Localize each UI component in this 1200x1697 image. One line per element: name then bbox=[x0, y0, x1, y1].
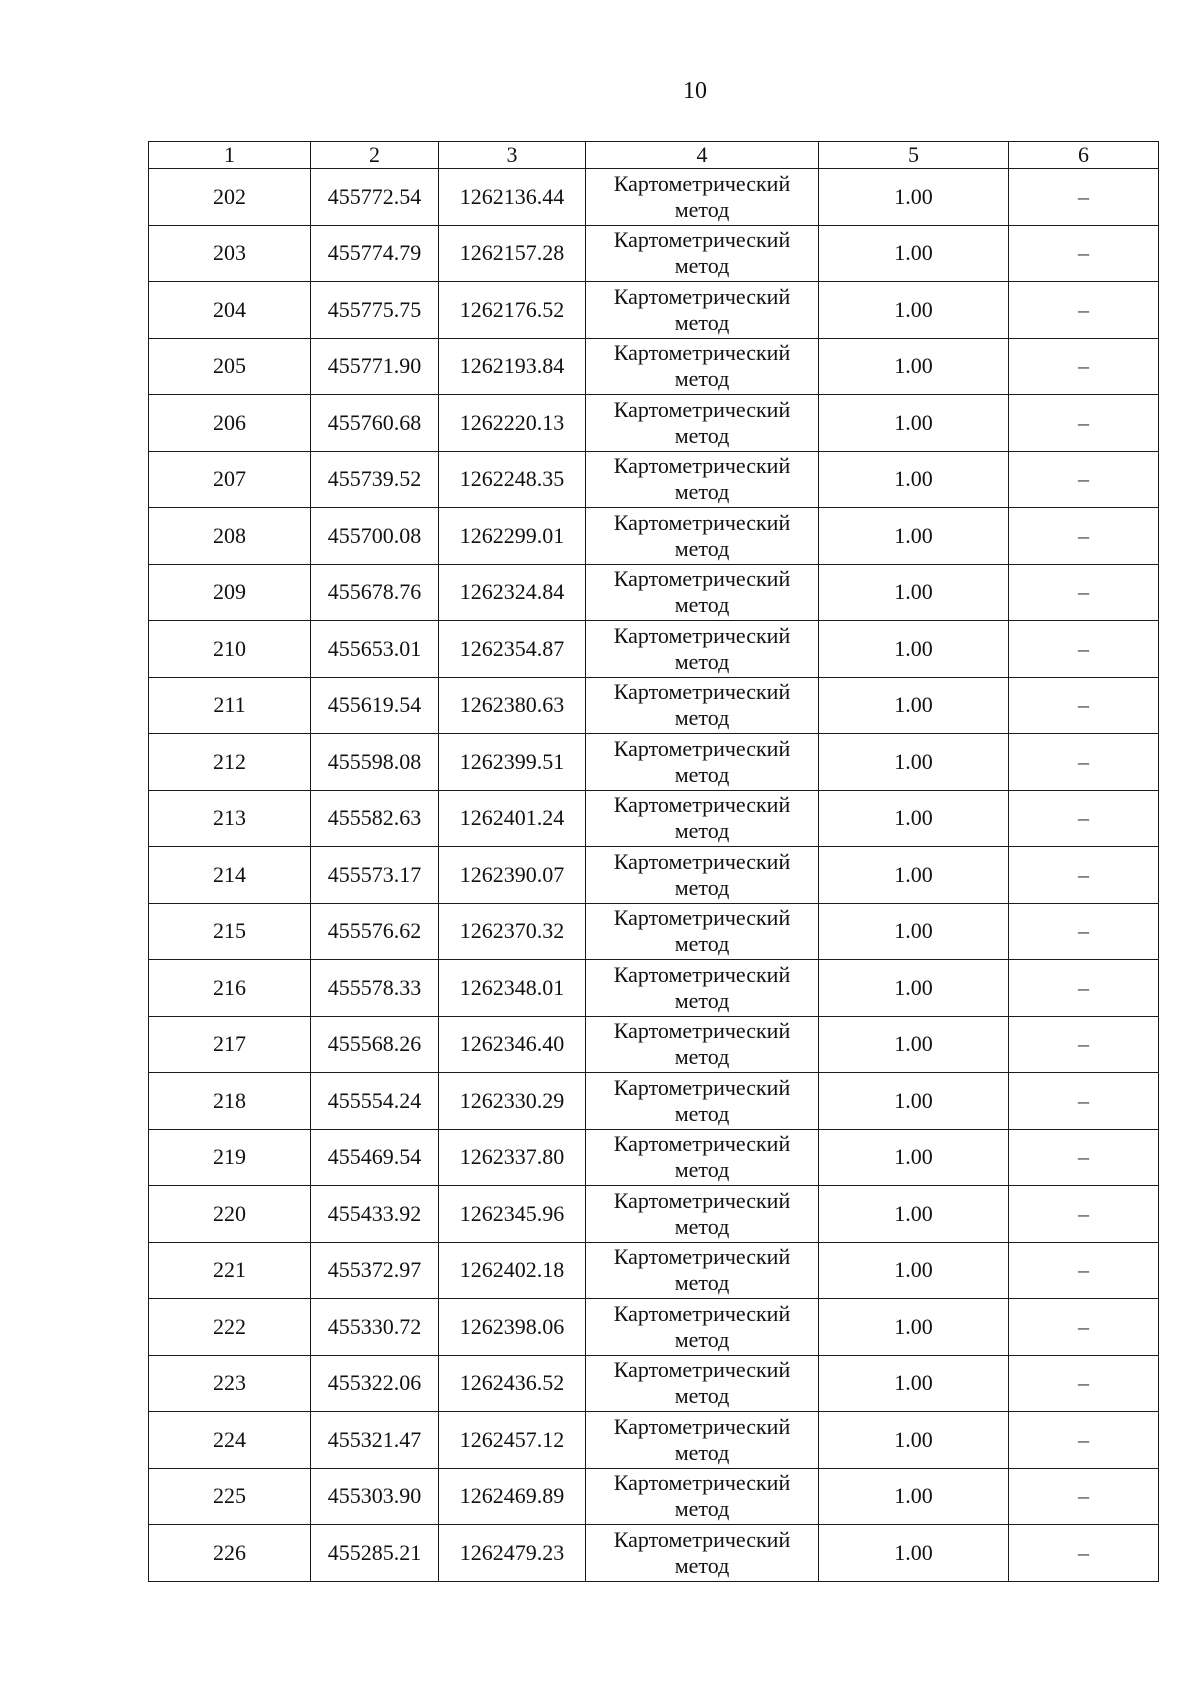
accuracy-cell: 1.00 bbox=[819, 790, 1009, 847]
table-row bbox=[149, 564, 1159, 621]
point-number-cell: 208 bbox=[149, 508, 311, 565]
note-cell: – bbox=[1009, 1073, 1159, 1130]
y-coordinate-cell: 1262436.52 bbox=[439, 1355, 586, 1412]
method-line-1: Картометрический bbox=[613, 961, 791, 987]
point-number-cell: 214 bbox=[149, 847, 311, 904]
method-cell bbox=[586, 282, 819, 339]
x-coordinate-cell: 455573.17 bbox=[311, 847, 439, 904]
method-line-2: метод bbox=[674, 1326, 730, 1352]
x-coordinate-cell: 455568.26 bbox=[311, 1016, 439, 1073]
column-header-1: 1 bbox=[149, 142, 311, 169]
table-row bbox=[149, 1525, 1159, 1582]
note-cell: – bbox=[1009, 677, 1159, 734]
method-cell bbox=[586, 677, 819, 734]
accuracy-cell: 1.00 bbox=[819, 1129, 1009, 1186]
table-row bbox=[149, 1412, 1159, 1469]
table-row bbox=[149, 169, 1159, 226]
method-line-2: метод bbox=[674, 479, 730, 505]
method-line-2: метод bbox=[674, 1157, 730, 1183]
x-coordinate-cell: 455775.75 bbox=[311, 282, 439, 339]
y-coordinate-cell: 1262220.13 bbox=[439, 395, 586, 452]
table-row bbox=[149, 960, 1159, 1017]
table-row bbox=[149, 451, 1159, 508]
accuracy-cell: 1.00 bbox=[819, 1299, 1009, 1356]
table-row bbox=[149, 338, 1159, 395]
y-coordinate-cell: 1262157.28 bbox=[439, 225, 586, 282]
method-line-1: Картометрический bbox=[613, 453, 791, 479]
x-coordinate-cell: 455771.90 bbox=[311, 338, 439, 395]
column-header-5: 5 bbox=[819, 142, 1009, 169]
method-line-1: Картометрический bbox=[613, 1526, 791, 1552]
method-line-1: Картометрический bbox=[613, 792, 791, 818]
method-line-2: метод bbox=[674, 196, 730, 222]
method-cell bbox=[586, 734, 819, 791]
accuracy-cell: 1.00 bbox=[819, 621, 1009, 678]
method-line-2: метод bbox=[674, 1439, 730, 1465]
method-line-2: метод bbox=[674, 1100, 730, 1126]
note-cell: – bbox=[1009, 395, 1159, 452]
x-coordinate-cell: 455700.08 bbox=[311, 508, 439, 565]
method-line-2: метод bbox=[674, 309, 730, 335]
y-coordinate-cell: 1262337.80 bbox=[439, 1129, 586, 1186]
accuracy-cell: 1.00 bbox=[819, 564, 1009, 621]
accuracy-cell: 1.00 bbox=[819, 1073, 1009, 1130]
point-number-cell: 205 bbox=[149, 338, 311, 395]
accuracy-cell: 1.00 bbox=[819, 338, 1009, 395]
method-cell bbox=[586, 1016, 819, 1073]
method-line-2: метод bbox=[674, 987, 730, 1013]
y-coordinate-cell: 1262346.40 bbox=[439, 1016, 586, 1073]
accuracy-cell: 1.00 bbox=[819, 1525, 1009, 1582]
method-line-1: Картометрический bbox=[613, 283, 791, 309]
x-coordinate-cell: 455303.90 bbox=[311, 1468, 439, 1525]
method-cell bbox=[586, 903, 819, 960]
method-line-2: метод bbox=[674, 592, 730, 618]
point-number-cell: 212 bbox=[149, 734, 311, 791]
x-coordinate-cell: 455578.33 bbox=[311, 960, 439, 1017]
table-row bbox=[149, 225, 1159, 282]
table-row bbox=[149, 1468, 1159, 1525]
accuracy-cell: 1.00 bbox=[819, 282, 1009, 339]
accuracy-cell: 1.00 bbox=[819, 508, 1009, 565]
accuracy-cell: 1.00 bbox=[819, 395, 1009, 452]
table-row bbox=[149, 1129, 1159, 1186]
coordinates-table bbox=[148, 141, 1159, 1582]
y-coordinate-cell: 1262345.96 bbox=[439, 1186, 586, 1243]
point-number-cell: 210 bbox=[149, 621, 311, 678]
method-line-2: метод bbox=[674, 1552, 730, 1578]
note-cell: – bbox=[1009, 169, 1159, 226]
note-cell: – bbox=[1009, 225, 1159, 282]
y-coordinate-cell: 1262348.01 bbox=[439, 960, 586, 1017]
note-cell: – bbox=[1009, 1525, 1159, 1582]
point-number-cell: 204 bbox=[149, 282, 311, 339]
accuracy-cell: 1.00 bbox=[819, 169, 1009, 226]
method-line-2: метод bbox=[674, 1044, 730, 1070]
y-coordinate-cell: 1262401.24 bbox=[439, 790, 586, 847]
x-coordinate-cell: 455774.79 bbox=[311, 225, 439, 282]
method-line-2: метод bbox=[674, 535, 730, 561]
method-cell bbox=[586, 1242, 819, 1299]
method-line-1: Картометрический bbox=[613, 509, 791, 535]
method-line-1: Картометрический bbox=[613, 396, 791, 422]
table-row bbox=[149, 903, 1159, 960]
y-coordinate-cell: 1262176.52 bbox=[439, 282, 586, 339]
method-line-2: метод bbox=[674, 1270, 730, 1296]
note-cell: – bbox=[1009, 282, 1159, 339]
method-line-1: Картометрический bbox=[613, 1244, 791, 1270]
x-coordinate-cell: 455469.54 bbox=[311, 1129, 439, 1186]
point-number-cell: 215 bbox=[149, 903, 311, 960]
method-cell bbox=[586, 1129, 819, 1186]
x-coordinate-cell: 455598.08 bbox=[311, 734, 439, 791]
method-line-2: метод bbox=[674, 931, 730, 957]
method-line-1: Картометрический bbox=[613, 1413, 791, 1439]
table-header bbox=[149, 142, 1159, 169]
method-cell bbox=[586, 1525, 819, 1582]
page-number: 10 bbox=[683, 78, 707, 104]
x-coordinate-cell: 455433.92 bbox=[311, 1186, 439, 1243]
method-cell bbox=[586, 790, 819, 847]
method-line-2: метод bbox=[674, 648, 730, 674]
x-coordinate-cell: 455619.54 bbox=[311, 677, 439, 734]
header-row bbox=[149, 142, 1159, 169]
accuracy-cell: 1.00 bbox=[819, 847, 1009, 904]
accuracy-cell: 1.00 bbox=[819, 1412, 1009, 1469]
method-line-1: Картометрический bbox=[613, 1074, 791, 1100]
point-number-cell: 219 bbox=[149, 1129, 311, 1186]
point-number-cell: 218 bbox=[149, 1073, 311, 1130]
point-number-cell: 225 bbox=[149, 1468, 311, 1525]
method-cell bbox=[586, 1468, 819, 1525]
accuracy-cell: 1.00 bbox=[819, 677, 1009, 734]
x-coordinate-cell: 455678.76 bbox=[311, 564, 439, 621]
method-line-1: Картометрический bbox=[613, 1131, 791, 1157]
method-line-2: метод bbox=[674, 253, 730, 279]
method-cell bbox=[586, 1355, 819, 1412]
point-number-cell: 226 bbox=[149, 1525, 311, 1582]
x-coordinate-cell: 455739.52 bbox=[311, 451, 439, 508]
x-coordinate-cell: 455372.97 bbox=[311, 1242, 439, 1299]
y-coordinate-cell: 1262479.23 bbox=[439, 1525, 586, 1582]
y-coordinate-cell: 1262136.44 bbox=[439, 169, 586, 226]
method-line-2: метод bbox=[674, 422, 730, 448]
method-cell bbox=[586, 564, 819, 621]
x-coordinate-cell: 455653.01 bbox=[311, 621, 439, 678]
column-header-3: 3 bbox=[439, 142, 586, 169]
point-number-cell: 203 bbox=[149, 225, 311, 282]
accuracy-cell: 1.00 bbox=[819, 903, 1009, 960]
method-cell bbox=[586, 451, 819, 508]
accuracy-cell: 1.00 bbox=[819, 451, 1009, 508]
y-coordinate-cell: 1262248.35 bbox=[439, 451, 586, 508]
y-coordinate-cell: 1262193.84 bbox=[439, 338, 586, 395]
point-number-cell: 207 bbox=[149, 451, 311, 508]
x-coordinate-cell: 455760.68 bbox=[311, 395, 439, 452]
method-cell bbox=[586, 1412, 819, 1469]
x-coordinate-cell: 455330.72 bbox=[311, 1299, 439, 1356]
table-row bbox=[149, 282, 1159, 339]
note-cell: – bbox=[1009, 1299, 1159, 1356]
table-row bbox=[149, 1299, 1159, 1356]
note-cell: – bbox=[1009, 960, 1159, 1017]
y-coordinate-cell: 1262390.07 bbox=[439, 847, 586, 904]
point-number-cell: 209 bbox=[149, 564, 311, 621]
x-coordinate-cell: 455285.21 bbox=[311, 1525, 439, 1582]
y-coordinate-cell: 1262324.84 bbox=[439, 564, 586, 621]
accuracy-cell: 1.00 bbox=[819, 225, 1009, 282]
y-coordinate-cell: 1262398.06 bbox=[439, 1299, 586, 1356]
method-line-1: Картометрический bbox=[613, 1018, 791, 1044]
method-cell bbox=[586, 1299, 819, 1356]
point-number-cell: 221 bbox=[149, 1242, 311, 1299]
table-row bbox=[149, 734, 1159, 791]
method-cell bbox=[586, 169, 819, 226]
method-line-1: Картометрический bbox=[613, 1300, 791, 1326]
y-coordinate-cell: 1262469.89 bbox=[439, 1468, 586, 1525]
method-line-2: метод bbox=[674, 705, 730, 731]
note-cell: – bbox=[1009, 790, 1159, 847]
table-row bbox=[149, 677, 1159, 734]
x-coordinate-cell: 455554.24 bbox=[311, 1073, 439, 1130]
note-cell: – bbox=[1009, 621, 1159, 678]
method-line-1: Картометрический bbox=[613, 905, 791, 931]
method-line-1: Картометрический bbox=[613, 227, 791, 253]
method-cell bbox=[586, 621, 819, 678]
point-number-cell: 213 bbox=[149, 790, 311, 847]
table-body bbox=[149, 169, 1159, 1582]
note-cell: – bbox=[1009, 1468, 1159, 1525]
method-line-1: Картометрический bbox=[613, 735, 791, 761]
table-row bbox=[149, 395, 1159, 452]
x-coordinate-cell: 455322.06 bbox=[311, 1355, 439, 1412]
table-row bbox=[149, 508, 1159, 565]
note-cell: – bbox=[1009, 734, 1159, 791]
column-header-4: 4 bbox=[586, 142, 819, 169]
method-line-2: метод bbox=[674, 1213, 730, 1239]
table-row bbox=[149, 1073, 1159, 1130]
x-coordinate-cell: 455576.62 bbox=[311, 903, 439, 960]
point-number-cell: 223 bbox=[149, 1355, 311, 1412]
method-line-1: Картометрический bbox=[613, 622, 791, 648]
y-coordinate-cell: 1262330.29 bbox=[439, 1073, 586, 1130]
accuracy-cell: 1.00 bbox=[819, 1186, 1009, 1243]
table-row bbox=[149, 621, 1159, 678]
note-cell: – bbox=[1009, 847, 1159, 904]
method-cell bbox=[586, 225, 819, 282]
y-coordinate-cell: 1262399.51 bbox=[439, 734, 586, 791]
note-cell: – bbox=[1009, 1242, 1159, 1299]
note-cell: – bbox=[1009, 451, 1159, 508]
method-cell bbox=[586, 960, 819, 1017]
y-coordinate-cell: 1262299.01 bbox=[439, 508, 586, 565]
note-cell: – bbox=[1009, 1186, 1159, 1243]
point-number-cell: 224 bbox=[149, 1412, 311, 1469]
y-coordinate-cell: 1262380.63 bbox=[439, 677, 586, 734]
method-cell bbox=[586, 508, 819, 565]
method-line-1: Картометрический bbox=[613, 340, 791, 366]
accuracy-cell: 1.00 bbox=[819, 734, 1009, 791]
method-cell bbox=[586, 847, 819, 904]
point-number-cell: 202 bbox=[149, 169, 311, 226]
method-line-1: Картометрический bbox=[613, 679, 791, 705]
note-cell: – bbox=[1009, 508, 1159, 565]
x-coordinate-cell: 455321.47 bbox=[311, 1412, 439, 1469]
method-line-1: Картометрический bbox=[613, 170, 791, 196]
method-cell bbox=[586, 1073, 819, 1130]
method-line-2: метод bbox=[674, 874, 730, 900]
method-line-2: метод bbox=[674, 1496, 730, 1522]
note-cell: – bbox=[1009, 1355, 1159, 1412]
method-cell bbox=[586, 395, 819, 452]
note-cell: – bbox=[1009, 338, 1159, 395]
method-line-1: Картометрический bbox=[613, 1187, 791, 1213]
accuracy-cell: 1.00 bbox=[819, 1016, 1009, 1073]
y-coordinate-cell: 1262370.32 bbox=[439, 903, 586, 960]
point-number-cell: 206 bbox=[149, 395, 311, 452]
point-number-cell: 216 bbox=[149, 960, 311, 1017]
y-coordinate-cell: 1262457.12 bbox=[439, 1412, 586, 1469]
point-number-cell: 217 bbox=[149, 1016, 311, 1073]
y-coordinate-cell: 1262402.18 bbox=[439, 1242, 586, 1299]
method-line-1: Картометрический bbox=[613, 848, 791, 874]
x-coordinate-cell: 455772.54 bbox=[311, 169, 439, 226]
method-line-2: метод bbox=[674, 761, 730, 787]
x-coordinate-cell: 455582.63 bbox=[311, 790, 439, 847]
method-line-2: метод bbox=[674, 818, 730, 844]
method-line-1: Картометрический bbox=[613, 566, 791, 592]
table-row bbox=[149, 1355, 1159, 1412]
accuracy-cell: 1.00 bbox=[819, 1355, 1009, 1412]
method-line-1: Картометрический bbox=[613, 1470, 791, 1496]
table-row bbox=[149, 1016, 1159, 1073]
point-number-cell: 211 bbox=[149, 677, 311, 734]
table-row bbox=[149, 1242, 1159, 1299]
method-cell bbox=[586, 338, 819, 395]
point-number-cell: 220 bbox=[149, 1186, 311, 1243]
table-row bbox=[149, 790, 1159, 847]
note-cell: – bbox=[1009, 1412, 1159, 1469]
method-cell bbox=[586, 1186, 819, 1243]
note-cell: – bbox=[1009, 903, 1159, 960]
point-number-cell: 222 bbox=[149, 1299, 311, 1356]
method-line-2: метод bbox=[674, 366, 730, 392]
accuracy-cell: 1.00 bbox=[819, 1242, 1009, 1299]
note-cell: – bbox=[1009, 564, 1159, 621]
note-cell: – bbox=[1009, 1129, 1159, 1186]
y-coordinate-cell: 1262354.87 bbox=[439, 621, 586, 678]
table-row bbox=[149, 847, 1159, 904]
column-header-6: 6 bbox=[1009, 142, 1159, 169]
method-line-2: метод bbox=[674, 1383, 730, 1409]
column-header-2: 2 bbox=[311, 142, 439, 169]
note-cell: – bbox=[1009, 1016, 1159, 1073]
accuracy-cell: 1.00 bbox=[819, 1468, 1009, 1525]
accuracy-cell: 1.00 bbox=[819, 960, 1009, 1017]
method-line-1: Картометрический bbox=[613, 1357, 791, 1383]
table-row bbox=[149, 1186, 1159, 1243]
